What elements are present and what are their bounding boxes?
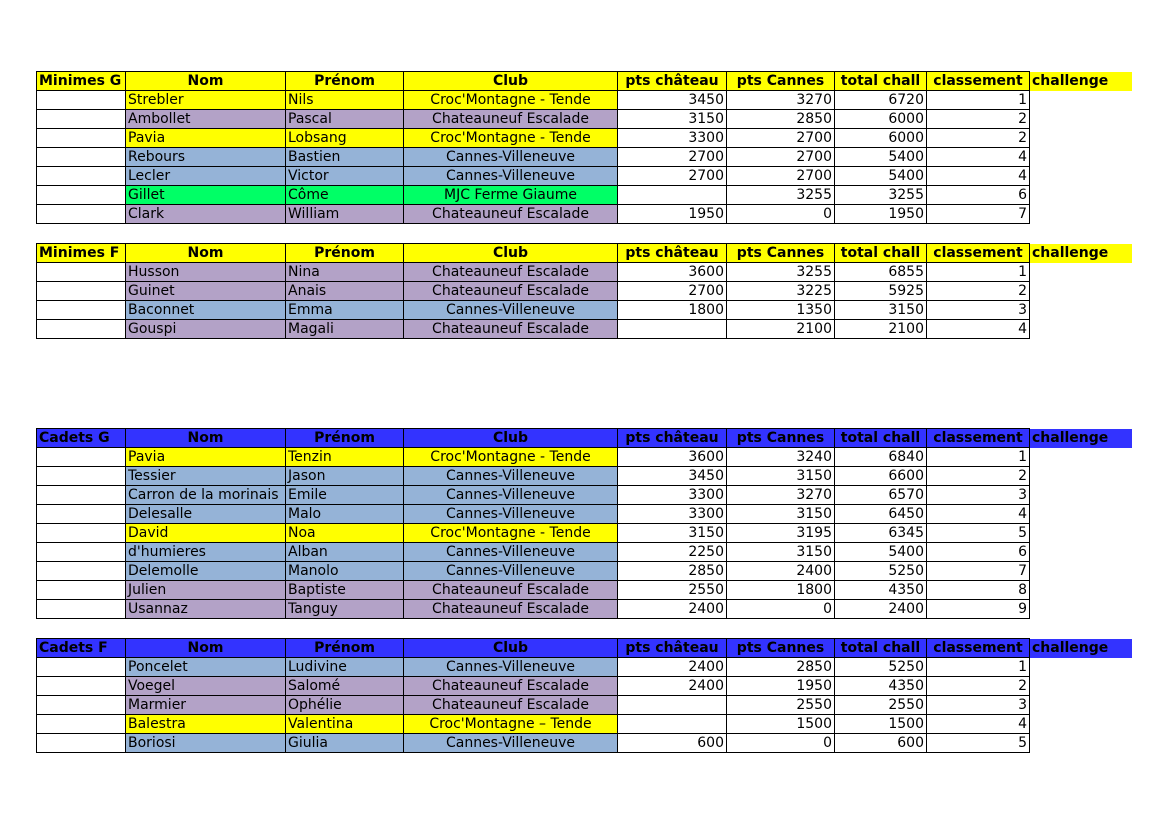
- athlete-club[interactable]: Cannes-Villeneuve: [404, 505, 618, 524]
- column-header-prenom[interactable]: Prénom: [286, 639, 404, 658]
- athlete-club[interactable]: Croc'Montagne – Tende: [404, 715, 618, 734]
- row-spacer-cell[interactable]: [37, 148, 126, 167]
- pts-cannes-cell[interactable]: 2550: [727, 696, 835, 715]
- column-header-prenom[interactable]: Prénom: [286, 72, 404, 91]
- table-header-row: [37, 429, 1133, 448]
- pts-cannes-cell[interactable]: 1950: [727, 677, 835, 696]
- table-row: [37, 505, 1133, 524]
- athlete-club[interactable]: Chateauneuf Escalade: [404, 600, 618, 619]
- classement-cell[interactable]: 2: [927, 110, 1030, 129]
- pts-chateau-cell[interactable]: 2550: [618, 581, 727, 600]
- pts-chateau-cell[interactable]: 600: [618, 734, 727, 753]
- athlete-last-name[interactable]: Rebours: [126, 148, 286, 167]
- row-spacer-cell[interactable]: [37, 110, 126, 129]
- pts-chateau-cell[interactable]: 1950: [618, 205, 727, 224]
- pts-chateau-cell[interactable]: 3450: [618, 467, 727, 486]
- athlete-first-name[interactable]: Magali: [286, 320, 404, 339]
- pts-chateau-cell[interactable]: 2850: [618, 562, 727, 581]
- classement-cell[interactable]: 2: [927, 282, 1030, 301]
- total-chall-cell[interactable]: 6855: [835, 263, 927, 282]
- table-row: [37, 129, 1133, 148]
- challenge-empty-cell: [1030, 562, 1133, 581]
- column-header-prenom[interactable]: Prénom: [286, 244, 404, 263]
- column-header-nom[interactable]: Nom: [126, 244, 286, 263]
- athlete-club[interactable]: Cannes-Villeneuve: [404, 148, 618, 167]
- athlete-last-name[interactable]: Poncelet: [126, 658, 286, 677]
- total-chall-cell[interactable]: 3150: [835, 301, 927, 320]
- total-chall-cell[interactable]: 5400: [835, 167, 927, 186]
- athlete-last-name[interactable]: Pavia: [126, 448, 286, 467]
- row-spacer-cell[interactable]: [37, 486, 126, 505]
- challenge-empty-cell: [1030, 715, 1133, 734]
- classement-cell[interactable]: 3: [927, 301, 1030, 320]
- pts-chateau-cell[interactable]: 2400: [618, 658, 727, 677]
- athlete-club[interactable]: Cannes-Villeneuve: [404, 486, 618, 505]
- pts-cannes-cell[interactable]: 3225: [727, 282, 835, 301]
- athlete-first-name[interactable]: Malo: [286, 505, 404, 524]
- athlete-last-name[interactable]: Delemolle: [126, 562, 286, 581]
- athlete-club[interactable]: MJC Ferme Giaume: [404, 186, 618, 205]
- pts-cannes-cell[interactable]: 2700: [727, 129, 835, 148]
- athlete-club[interactable]: Chateauneuf Escalade: [404, 696, 618, 715]
- row-spacer-cell[interactable]: [37, 263, 126, 282]
- challenge-empty-cell: [1030, 600, 1133, 619]
- athlete-club[interactable]: Cannes-Villeneuve: [404, 301, 618, 320]
- athlete-first-name[interactable]: Victor: [286, 167, 404, 186]
- athlete-club[interactable]: Croc'Montagne - Tende: [404, 129, 618, 148]
- classement-cell[interactable]: 1: [927, 448, 1030, 467]
- challenge-empty-cell: [1030, 524, 1133, 543]
- column-header-total[interactable]: total chall: [835, 244, 927, 263]
- athlete-first-name[interactable]: Manolo: [286, 562, 404, 581]
- pts-cannes-cell[interactable]: 2700: [727, 167, 835, 186]
- classement-cell[interactable]: 2: [927, 467, 1030, 486]
- category-label[interactable]: Minimes G: [37, 72, 126, 91]
- table-row: [37, 282, 1133, 301]
- pts-cannes-cell[interactable]: 3150: [727, 467, 835, 486]
- column-header-challenge[interactable]: challenge: [1030, 429, 1133, 448]
- row-spacer-cell[interactable]: [37, 677, 126, 696]
- table-row: [37, 581, 1133, 600]
- classement-cell[interactable]: 3: [927, 486, 1030, 505]
- pts-chateau-cell[interactable]: 2700: [618, 167, 727, 186]
- table-row: [37, 562, 1133, 581]
- challenge-empty-cell: [1030, 734, 1133, 753]
- column-header-challenge[interactable]: challenge: [1030, 639, 1133, 658]
- challenge-empty-cell: [1030, 543, 1133, 562]
- column-header-club[interactable]: Club: [404, 429, 618, 448]
- column-header-prenom[interactable]: Prénom: [286, 429, 404, 448]
- pts-chateau-cell[interactable]: 3600: [618, 448, 727, 467]
- total-chall-cell[interactable]: 6000: [835, 110, 927, 129]
- challenge-empty-cell: [1030, 186, 1133, 205]
- total-chall-cell[interactable]: 2400: [835, 600, 927, 619]
- table-row: [37, 696, 1133, 715]
- table-row: [37, 734, 1133, 753]
- row-spacer-cell[interactable]: [37, 186, 126, 205]
- pts-chateau-cell[interactable]: [618, 186, 727, 205]
- row-spacer-cell[interactable]: [37, 282, 126, 301]
- athlete-last-name[interactable]: Gillet: [126, 186, 286, 205]
- total-chall-cell[interactable]: 4350: [835, 581, 927, 600]
- pts-chateau-cell[interactable]: 1800: [618, 301, 727, 320]
- column-header-total[interactable]: total chall: [835, 639, 927, 658]
- total-chall-cell[interactable]: 5250: [835, 562, 927, 581]
- column-header-classement[interactable]: classement: [927, 244, 1030, 263]
- row-spacer-cell[interactable]: [37, 696, 126, 715]
- total-chall-cell[interactable]: 5250: [835, 658, 927, 677]
- athlete-last-name[interactable]: Husson: [126, 263, 286, 282]
- column-header-classement[interactable]: classement: [927, 72, 1030, 91]
- column-header-club[interactable]: Club: [404, 72, 618, 91]
- pts-chateau-cell[interactable]: 3150: [618, 524, 727, 543]
- pts-cannes-cell[interactable]: 3195: [727, 524, 835, 543]
- column-header-pts_cannes[interactable]: pts Cannes: [727, 639, 835, 658]
- row-spacer-cell[interactable]: [37, 715, 126, 734]
- column-header-total[interactable]: total chall: [835, 429, 927, 448]
- pts-chateau-cell[interactable]: 2400: [618, 600, 727, 619]
- challenge-empty-cell: [1030, 282, 1133, 301]
- classement-cell[interactable]: 6: [927, 186, 1030, 205]
- table-header-row: [37, 244, 1133, 263]
- athlete-first-name[interactable]: Ludivine: [286, 658, 404, 677]
- athlete-last-name[interactable]: David: [126, 524, 286, 543]
- athlete-club[interactable]: Chateauneuf Escalade: [404, 320, 618, 339]
- athlete-first-name[interactable]: Nina: [286, 263, 404, 282]
- athlete-first-name[interactable]: Tanguy: [286, 600, 404, 619]
- table-row: [37, 263, 1133, 282]
- row-spacer-cell[interactable]: [37, 91, 126, 110]
- pts-chateau-cell[interactable]: 3300: [618, 486, 727, 505]
- total-chall-cell[interactable]: 6720: [835, 91, 927, 110]
- row-spacer-cell[interactable]: [37, 301, 126, 320]
- athlete-club[interactable]: Chateauneuf Escalade: [404, 110, 618, 129]
- athlete-last-name[interactable]: Voegel: [126, 677, 286, 696]
- classement-cell[interactable]: 5: [927, 524, 1030, 543]
- total-chall-cell[interactable]: 4350: [835, 677, 927, 696]
- ranking-table: [36, 71, 1133, 224]
- classement-cell[interactable]: 4: [927, 715, 1030, 734]
- athlete-first-name[interactable]: Bastien: [286, 148, 404, 167]
- athlete-first-name[interactable]: Valentina: [286, 715, 404, 734]
- table-row: [37, 91, 1133, 110]
- total-chall-cell[interactable]: 6345: [835, 524, 927, 543]
- athlete-club[interactable]: Chateauneuf Escalade: [404, 282, 618, 301]
- athlete-first-name[interactable]: Lobsang: [286, 129, 404, 148]
- athlete-first-name[interactable]: William: [286, 205, 404, 224]
- pts-chateau-cell[interactable]: 2700: [618, 282, 727, 301]
- pts-cannes-cell[interactable]: 3270: [727, 486, 835, 505]
- athlete-last-name[interactable]: Clark: [126, 205, 286, 224]
- classement-cell[interactable]: 4: [927, 505, 1030, 524]
- pts-chateau-cell[interactable]: 3450: [618, 91, 727, 110]
- athlete-last-name[interactable]: Usannaz: [126, 600, 286, 619]
- table-row: [37, 448, 1133, 467]
- classement-cell[interactable]: 7: [927, 205, 1030, 224]
- table-row: [37, 677, 1133, 696]
- classement-cell[interactable]: 2: [927, 677, 1030, 696]
- row-spacer-cell[interactable]: [37, 581, 126, 600]
- pts-chateau-cell[interactable]: [618, 715, 727, 734]
- column-header-pts_cannes[interactable]: pts Cannes: [727, 72, 835, 91]
- table-row: [37, 715, 1133, 734]
- pts-cannes-cell[interactable]: 0: [727, 600, 835, 619]
- pts-cannes-cell[interactable]: 2850: [727, 658, 835, 677]
- athlete-club[interactable]: Chateauneuf Escalade: [404, 677, 618, 696]
- challenge-empty-cell: [1030, 110, 1133, 129]
- table-row: [37, 543, 1133, 562]
- pts-cannes-cell[interactable]: 3255: [727, 263, 835, 282]
- table-row: [37, 320, 1133, 339]
- athlete-last-name[interactable]: Pavia: [126, 129, 286, 148]
- column-header-nom[interactable]: Nom: [126, 72, 286, 91]
- pts-cannes-cell[interactable]: 3150: [727, 543, 835, 562]
- pts-cannes-cell[interactable]: 2400: [727, 562, 835, 581]
- total-chall-cell[interactable]: 1500: [835, 715, 927, 734]
- classement-cell[interactable]: 8: [927, 581, 1030, 600]
- total-chall-cell[interactable]: 6450: [835, 505, 927, 524]
- athlete-first-name[interactable]: Alban: [286, 543, 404, 562]
- ranking-table: [36, 428, 1133, 619]
- athlete-club[interactable]: Chateauneuf Escalade: [404, 581, 618, 600]
- challenge-empty-cell: [1030, 205, 1133, 224]
- table-row: [37, 205, 1133, 224]
- row-spacer-cell[interactable]: [37, 129, 126, 148]
- column-header-nom[interactable]: Nom: [126, 639, 286, 658]
- athlete-club[interactable]: Cannes-Villeneuve: [404, 543, 618, 562]
- column-header-pts_chateau[interactable]: pts château: [618, 72, 727, 91]
- row-spacer-cell[interactable]: [37, 205, 126, 224]
- total-chall-cell[interactable]: 600: [835, 734, 927, 753]
- row-spacer-cell[interactable]: [37, 562, 126, 581]
- total-chall-cell[interactable]: 5400: [835, 148, 927, 167]
- athlete-last-name[interactable]: Delesalle: [126, 505, 286, 524]
- athlete-last-name[interactable]: Strebler: [126, 91, 286, 110]
- pts-cannes-cell[interactable]: 1500: [727, 715, 835, 734]
- challenge-empty-cell: [1030, 148, 1133, 167]
- column-header-total[interactable]: total chall: [835, 72, 927, 91]
- athlete-last-name[interactable]: Baconnet: [126, 301, 286, 320]
- athlete-last-name[interactable]: Lecler: [126, 167, 286, 186]
- pts-cannes-cell[interactable]: 3150: [727, 505, 835, 524]
- total-chall-cell[interactable]: 5400: [835, 543, 927, 562]
- challenge-empty-cell: [1030, 91, 1133, 110]
- athlete-last-name[interactable]: Guinet: [126, 282, 286, 301]
- pts-chateau-cell[interactable]: [618, 696, 727, 715]
- challenge-empty-cell: [1030, 696, 1133, 715]
- column-header-club[interactable]: Club: [404, 639, 618, 658]
- challenge-empty-cell: [1030, 467, 1133, 486]
- classement-cell[interactable]: 2: [927, 129, 1030, 148]
- pts-cannes-cell[interactable]: 2700: [727, 148, 835, 167]
- pts-cannes-cell[interactable]: 0: [727, 734, 835, 753]
- row-spacer-cell[interactable]: [37, 167, 126, 186]
- table-row: [37, 658, 1133, 677]
- table-row: [37, 600, 1133, 619]
- column-header-club[interactable]: Club: [404, 244, 618, 263]
- challenge-empty-cell: [1030, 167, 1133, 186]
- pts-cannes-cell[interactable]: 1800: [727, 581, 835, 600]
- category-label[interactable]: Cadets F: [37, 639, 126, 658]
- challenge-empty-cell: [1030, 486, 1133, 505]
- pts-chateau-cell[interactable]: 3300: [618, 129, 727, 148]
- table-row: [37, 110, 1133, 129]
- row-spacer-cell[interactable]: [37, 448, 126, 467]
- table-row: [37, 167, 1133, 186]
- total-chall-cell[interactable]: 2550: [835, 696, 927, 715]
- athlete-club[interactable]: Croc'Montagne - Tende: [404, 448, 618, 467]
- athlete-last-name[interactable]: Marmier: [126, 696, 286, 715]
- pts-cannes-cell[interactable]: 3255: [727, 186, 835, 205]
- table-row: [37, 467, 1133, 486]
- classement-cell[interactable]: 6: [927, 543, 1030, 562]
- classement-cell[interactable]: 5: [927, 734, 1030, 753]
- athlete-club[interactable]: Chateauneuf Escalade: [404, 205, 618, 224]
- challenge-empty-cell: [1030, 658, 1133, 677]
- challenge-empty-cell: [1030, 301, 1133, 320]
- athlete-first-name[interactable]: Emile: [286, 486, 404, 505]
- column-header-pts_chateau[interactable]: pts château: [618, 244, 727, 263]
- total-chall-cell[interactable]: 6840: [835, 448, 927, 467]
- table-header-row: [37, 639, 1133, 658]
- athlete-last-name[interactable]: Balestra: [126, 715, 286, 734]
- pts-cannes-cell[interactable]: 2850: [727, 110, 835, 129]
- row-spacer-cell[interactable]: [37, 543, 126, 562]
- classement-cell[interactable]: 4: [927, 320, 1030, 339]
- ranking-table: [36, 638, 1133, 753]
- challenge-empty-cell: [1030, 129, 1133, 148]
- pts-chateau-cell[interactable]: 2250: [618, 543, 727, 562]
- row-spacer-cell[interactable]: [37, 467, 126, 486]
- total-chall-cell[interactable]: 6000: [835, 129, 927, 148]
- classement-cell[interactable]: 3: [927, 696, 1030, 715]
- athlete-club[interactable]: Croc'Montagne - Tende: [404, 524, 618, 543]
- row-spacer-cell[interactable]: [37, 320, 126, 339]
- ranking-table: [36, 243, 1133, 339]
- column-header-classement[interactable]: classement: [927, 429, 1030, 448]
- row-spacer-cell[interactable]: [37, 505, 126, 524]
- total-chall-cell[interactable]: 6600: [835, 467, 927, 486]
- athlete-club[interactable]: Croc'Montagne - Tende: [404, 91, 618, 110]
- classement-cell[interactable]: 7: [927, 562, 1030, 581]
- classement-cell[interactable]: 4: [927, 167, 1030, 186]
- athlete-first-name[interactable]: Côme: [286, 186, 404, 205]
- row-spacer-cell[interactable]: [37, 658, 126, 677]
- challenge-empty-cell: [1030, 505, 1133, 524]
- athlete-first-name[interactable]: Nils: [286, 91, 404, 110]
- athlete-club[interactable]: Cannes-Villeneuve: [404, 734, 618, 753]
- challenge-empty-cell: [1030, 448, 1133, 467]
- column-header-challenge[interactable]: challenge: [1030, 244, 1133, 263]
- athlete-first-name[interactable]: Tenzin: [286, 448, 404, 467]
- table-row: [37, 148, 1133, 167]
- total-chall-cell[interactable]: 2100: [835, 320, 927, 339]
- challenge-empty-cell: [1030, 677, 1133, 696]
- column-header-pts_cannes[interactable]: pts Cannes: [727, 429, 835, 448]
- table-row: [37, 301, 1133, 320]
- column-header-challenge[interactable]: challenge: [1030, 72, 1133, 91]
- classement-cell[interactable]: 1: [927, 658, 1030, 677]
- column-header-classement[interactable]: classement: [927, 639, 1030, 658]
- classement-cell[interactable]: 1: [927, 263, 1030, 282]
- athlete-last-name[interactable]: Gouspi: [126, 320, 286, 339]
- pts-cannes-cell[interactable]: 0: [727, 205, 835, 224]
- table-row: [37, 486, 1133, 505]
- challenge-empty-cell: [1030, 581, 1133, 600]
- athlete-first-name[interactable]: Noa: [286, 524, 404, 543]
- athlete-last-name[interactable]: Carron de la morinais: [126, 486, 286, 505]
- athlete-club[interactable]: Cannes-Villeneuve: [404, 167, 618, 186]
- pts-cannes-cell[interactable]: 3270: [727, 91, 835, 110]
- athlete-club[interactable]: Chateauneuf Escalade: [404, 263, 618, 282]
- category-label[interactable]: Minimes F: [37, 244, 126, 263]
- column-header-pts_chateau[interactable]: pts château: [618, 639, 727, 658]
- category-label[interactable]: Cadets G: [37, 429, 126, 448]
- row-spacer-cell[interactable]: [37, 600, 126, 619]
- athlete-first-name[interactable]: Baptiste: [286, 581, 404, 600]
- pts-chateau-cell[interactable]: 2700: [618, 148, 727, 167]
- athlete-first-name[interactable]: Anais: [286, 282, 404, 301]
- athlete-first-name[interactable]: Pascal: [286, 110, 404, 129]
- column-header-nom[interactable]: Nom: [126, 429, 286, 448]
- athlete-first-name[interactable]: Jason: [286, 467, 404, 486]
- table-row: [37, 524, 1133, 543]
- classement-cell[interactable]: 9: [927, 600, 1030, 619]
- pts-chateau-cell[interactable]: 2400: [618, 677, 727, 696]
- athlete-first-name[interactable]: Giulia: [286, 734, 404, 753]
- total-chall-cell[interactable]: 6570: [835, 486, 927, 505]
- challenge-empty-cell: [1030, 263, 1133, 282]
- table-header-row: [37, 72, 1133, 91]
- pts-chateau-cell[interactable]: [618, 320, 727, 339]
- table-row: [37, 186, 1133, 205]
- athlete-first-name[interactable]: Ophélie: [286, 696, 404, 715]
- athlete-first-name[interactable]: Salomé: [286, 677, 404, 696]
- row-spacer-cell[interactable]: [37, 734, 126, 753]
- pts-cannes-cell[interactable]: 3240: [727, 448, 835, 467]
- row-spacer-cell[interactable]: [37, 524, 126, 543]
- pts-chateau-cell[interactable]: 3300: [618, 505, 727, 524]
- total-chall-cell[interactable]: 3255: [835, 186, 927, 205]
- athlete-first-name[interactable]: Emma: [286, 301, 404, 320]
- athlete-last-name[interactable]: Tessier: [126, 467, 286, 486]
- total-chall-cell[interactable]: 1950: [835, 205, 927, 224]
- athlete-club[interactable]: Cannes-Villeneuve: [404, 467, 618, 486]
- athlete-last-name[interactable]: Julien: [126, 581, 286, 600]
- classement-cell[interactable]: 4: [927, 148, 1030, 167]
- column-header-pts_cannes[interactable]: pts Cannes: [727, 244, 835, 263]
- pts-cannes-cell[interactable]: 2100: [727, 320, 835, 339]
- total-chall-cell[interactable]: 5925: [835, 282, 927, 301]
- athlete-last-name[interactable]: Ambollet: [126, 110, 286, 129]
- athlete-club[interactable]: Cannes-Villeneuve: [404, 562, 618, 581]
- athlete-last-name[interactable]: Boriosi: [126, 734, 286, 753]
- athlete-club[interactable]: Cannes-Villeneuve: [404, 658, 618, 677]
- column-header-pts_chateau[interactable]: pts château: [618, 429, 727, 448]
- challenge-empty-cell: [1030, 320, 1133, 339]
- athlete-last-name[interactable]: d'humieres: [126, 543, 286, 562]
- classement-cell[interactable]: 1: [927, 91, 1030, 110]
- pts-chateau-cell[interactable]: 3150: [618, 110, 727, 129]
- pts-chateau-cell[interactable]: 3600: [618, 263, 727, 282]
- pts-cannes-cell[interactable]: 1350: [727, 301, 835, 320]
